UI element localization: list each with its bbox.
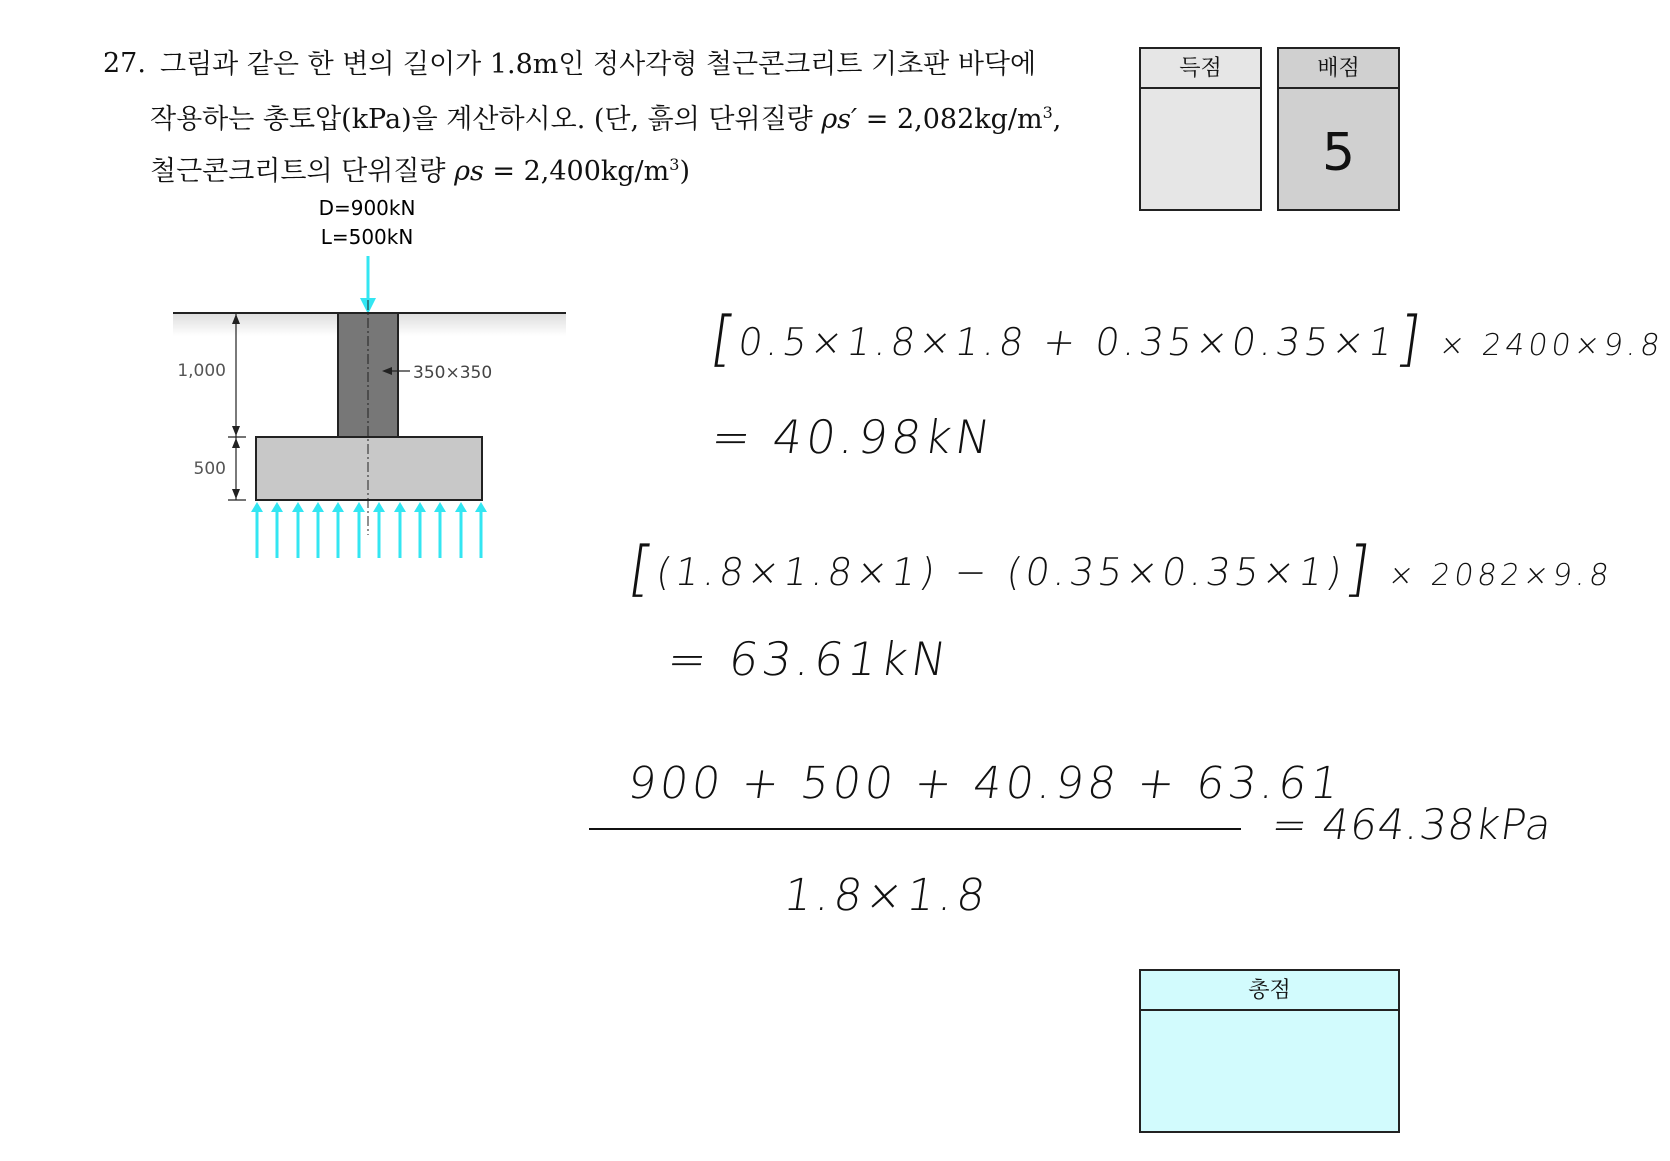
question-number: 27. — [103, 48, 146, 79]
allot-score-label: 배점 — [1279, 49, 1398, 89]
answer-line-1-expr: 0.5×1.8×1.8 + 0.35×0.35×1 — [735, 320, 1400, 364]
fraction-numerator: 900 + 500 + 40.98 + 63.61 — [624, 758, 1347, 809]
upper-depth-label: 1,000 — [177, 361, 226, 381]
total-score-box — [1139, 969, 1400, 1133]
allot-score-value: 5 — [1279, 89, 1398, 209]
answer-line-1-result: = 40.98kN — [708, 410, 998, 464]
final-answer: = 464.38kPa — [1268, 800, 1556, 849]
soil-pressure-arrows — [251, 502, 487, 558]
footing-slab — [256, 437, 482, 500]
allot-score-box — [1277, 47, 1400, 211]
dimension-lines — [228, 313, 246, 500]
concrete-density-symbol: ρs — [454, 156, 484, 187]
answer-line-2-factor: × 2082×9.8 — [1386, 558, 1615, 593]
earned-score-label: 득점 — [1141, 49, 1260, 89]
concrete-density-value: = 2,400kg/m — [483, 156, 670, 187]
concrete-density-exponent: 3 — [669, 155, 680, 174]
footing-figure — [160, 190, 580, 570]
column-size-label: 350×350 — [413, 363, 493, 383]
question-line-3-text: 철근콘크리트의 단위질량 — [150, 156, 455, 187]
question-line-3 — [150, 148, 690, 189]
answer-line-2: [(1.8×1.8×1) − (0.35×0.35×1)] × 2082×9.8 — [624, 534, 1615, 604]
earned-score-box — [1139, 47, 1262, 211]
live-load-label: L=500kN — [320, 225, 414, 249]
answer-line-1-factor: × 2400×9.8 — [1437, 328, 1666, 363]
answer-line-2-result: = 63.61kN — [664, 632, 954, 686]
answer-line-1: [0.5×1.8×1.8 + 0.35×0.35×1] × 2400×9.8 — [706, 304, 1666, 374]
footing-depth-label: 500 — [193, 459, 226, 479]
question-line-2 — [150, 96, 1061, 137]
total-score-label: 총점 — [1141, 971, 1398, 1011]
answer-line-2-expr: (1.8×1.8×1) − (0.35×0.35×1) — [653, 550, 1349, 594]
earned-score-value[interactable] — [1141, 89, 1260, 209]
fraction-denominator: 1.8×1.8 — [780, 870, 993, 921]
question-line-2-text: 작용하는 총토압(kPa)을 계산하시오. (단, 흙의 단위질량 — [150, 104, 822, 135]
fraction-bar — [589, 828, 1241, 830]
total-score-value[interactable] — [1141, 1011, 1398, 1131]
comma: , — [1052, 104, 1062, 135]
soil-density-value: = 2,082kg/m — [857, 104, 1043, 135]
closing-paren: ) — [679, 156, 690, 187]
dead-load-label: D=900kN — [318, 196, 416, 220]
soil-density-symbol: ρs′ — [821, 104, 858, 135]
question-line-1: 그림과 같은 한 변의 길이가 1.8m인 정사각형 철근콘크리트 기초판 바닥에 — [160, 49, 1037, 80]
soil-density-exponent: 3 — [1042, 103, 1053, 122]
